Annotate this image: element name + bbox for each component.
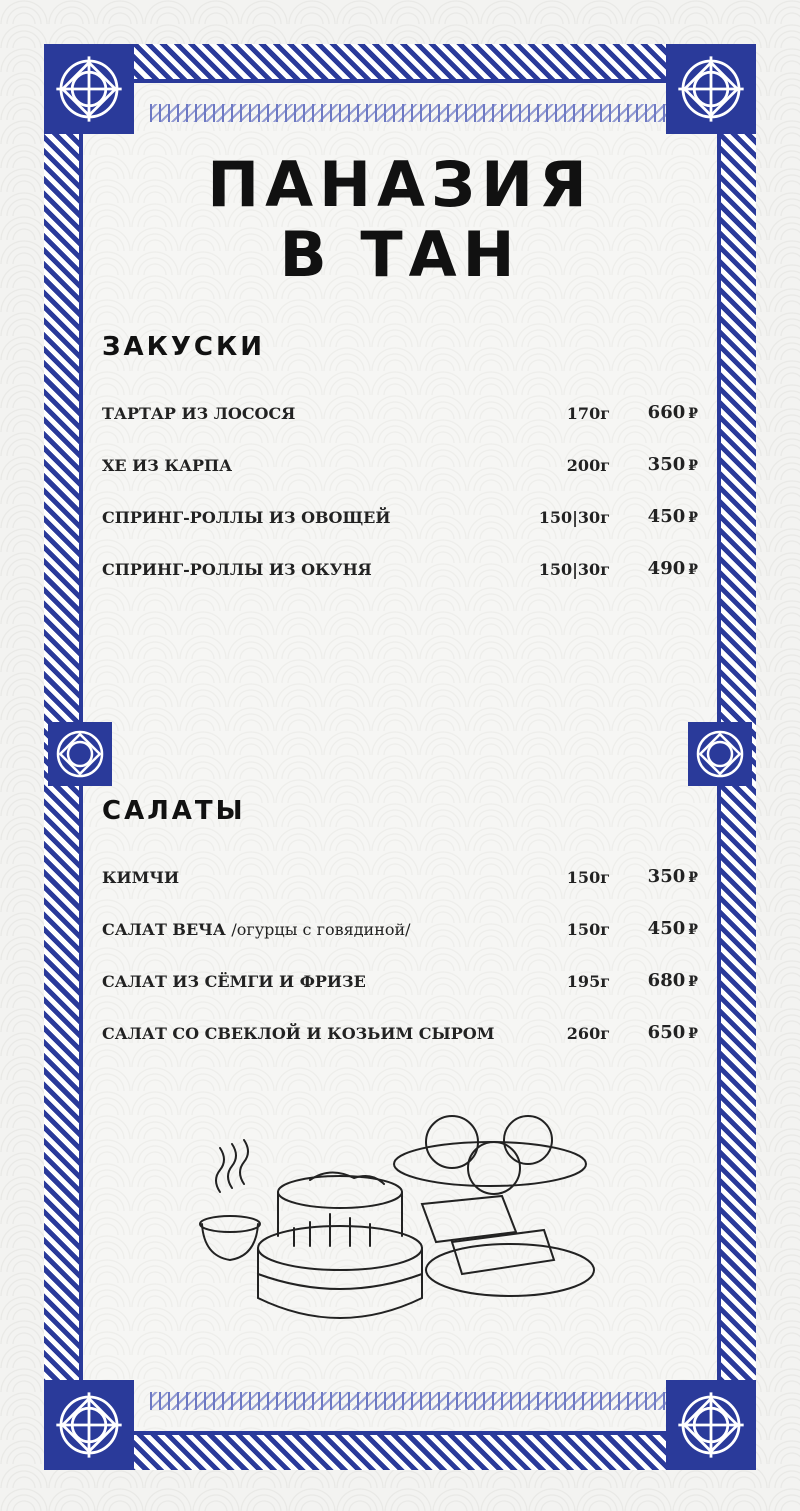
item-weight: 170г xyxy=(566,404,610,423)
ruble-icon: ₽ xyxy=(688,870,698,886)
item-weight: 150г xyxy=(566,920,610,939)
item-price: 450 ₽ xyxy=(647,918,698,939)
ruble-icon: ₽ xyxy=(688,922,698,938)
menu-item xyxy=(102,1024,702,1076)
celtic-knot-icon xyxy=(666,1380,756,1470)
celtic-knot-icon xyxy=(688,722,752,786)
menu-item xyxy=(102,868,702,920)
item-name: САЛАТ ВЕЧА /огурцы с говядиной/ xyxy=(102,920,411,939)
appetizers-list xyxy=(102,404,702,612)
celtic-knot-icon xyxy=(44,1380,134,1470)
bottom-ornament-strip xyxy=(150,1392,694,1410)
item-weight: 200г xyxy=(566,456,610,475)
item-price: 660 ₽ xyxy=(647,402,698,423)
title-line-1: ПАНАЗИЯ xyxy=(207,148,593,221)
item-price: 350 ₽ xyxy=(647,866,698,887)
dim-sum-sketch-icon xyxy=(190,1112,610,1322)
title-line-2: В ТАН xyxy=(279,218,521,291)
item-weight: 150г xyxy=(566,868,610,887)
celtic-knot-icon xyxy=(48,722,112,786)
celtic-knot-icon xyxy=(666,44,756,134)
item-price: 680 ₽ xyxy=(647,970,698,991)
ruble-icon: ₽ xyxy=(688,562,698,578)
menu-item xyxy=(102,920,702,972)
item-name: САЛАТ ИЗ СЁМГИ И ФРИЗЕ xyxy=(102,972,366,991)
menu-item xyxy=(102,404,702,456)
item-price: 490 ₽ xyxy=(647,558,698,579)
ruble-icon: ₽ xyxy=(688,458,698,474)
item-name: КИМЧИ xyxy=(102,868,180,887)
item-name: ТАРТАР ИЗ ЛОСОСЯ xyxy=(102,404,296,423)
item-weight: 150|30г xyxy=(538,560,610,579)
ruble-icon: ₽ xyxy=(688,510,698,526)
top-ornament-strip xyxy=(150,104,694,122)
item-weight: 150|30г xyxy=(538,508,610,527)
salads-list xyxy=(102,868,702,1076)
item-price: 350 ₽ xyxy=(647,454,698,475)
menu-item xyxy=(102,508,702,560)
item-price: 450 ₽ xyxy=(647,506,698,527)
ruble-icon: ₽ xyxy=(688,1026,698,1042)
item-price: 650 ₽ xyxy=(647,1022,698,1043)
item-note: /огурцы с говядиной/ xyxy=(231,920,411,939)
item-weight: 195г xyxy=(566,972,610,991)
item-weight: 260г xyxy=(566,1024,610,1043)
restaurant-title xyxy=(0,150,800,290)
item-name: САЛАТ СО СВЕКЛОЙ И КОЗЬИМ СЫРОМ xyxy=(102,1024,495,1043)
item-name: СПРИНГ-РОЛЛЫ ИЗ ОКУНЯ xyxy=(102,560,372,579)
menu-item xyxy=(102,456,702,508)
ruble-icon: ₽ xyxy=(688,974,698,990)
menu-item xyxy=(102,972,702,1024)
section-heading-salads: САЛАТЫ xyxy=(102,796,246,826)
celtic-knot-icon xyxy=(44,44,134,134)
section-heading-appetizers: ЗАКУСКИ xyxy=(102,332,265,362)
ruble-icon: ₽ xyxy=(688,406,698,422)
item-name: СПРИНГ-РОЛЛЫ ИЗ ОВОЩЕЙ xyxy=(102,508,391,527)
menu-item xyxy=(102,560,702,612)
item-name: ХЕ ИЗ КАРПА xyxy=(102,456,233,475)
